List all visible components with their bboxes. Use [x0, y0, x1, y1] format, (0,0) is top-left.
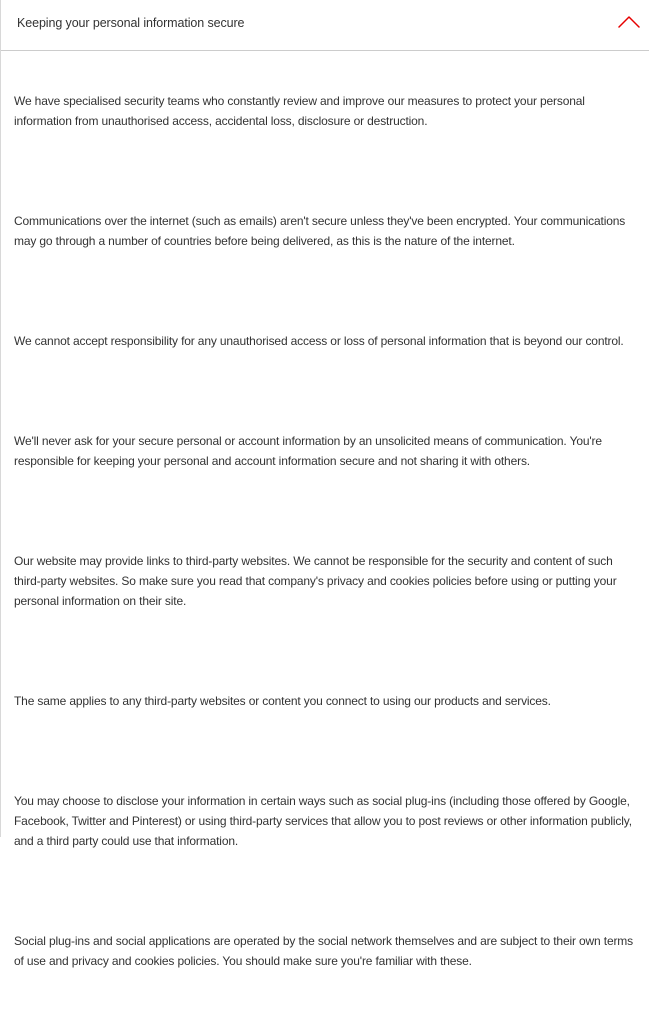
- paragraph-third-party-websites: Our website may provide links to third-party websites. We cannot be responsible for the security and content of such third-party websites. So make sure you read that company's privacy and cookies policies before using or putting your personal information on their site.: [14, 554, 617, 608]
- paragraph-responsibility: We cannot accept responsibility for any unauthorised access or loss of personal information that is beyond our control.: [14, 334, 624, 348]
- paragraph-social-applications: Social plug-ins and social applications are operated by the social network themselves and are subject to their own terms of use and privacy and cookies policies. You should make sure you're familiar with these.: [14, 934, 634, 968]
- accordion-content: [14, 51, 638, 1011]
- paragraph-unsolicited-requests: We'll never ask for your secure personal or account information by an unsolicited means of communication. You're responsible for keeping your personal and account information secure and not sharing it with others.: [14, 434, 602, 468]
- paragraph-third-party-content: The same applies to any third-party websites or content you connect to using our products and services.: [14, 694, 551, 708]
- paragraph-internet-communications: Communications over the internet (such as emails) aren't secure unless they've been encrypted. Your communications may go through a number of countries before being delivered, as this is the nature of the internet.: [14, 214, 626, 248]
- accordion-header[interactable]: [1, 0, 649, 51]
- paragraph-security-teams: We have specialised security teams who constantly review and improve our measures to protect your personal information from unauthorised access, accidental loss, disclosure or destruction.: [14, 94, 585, 128]
- chevron-up-icon[interactable]: [617, 14, 641, 30]
- accordion-title: Keeping your personal information secure: [17, 16, 245, 30]
- paragraph-social-plugins: You may choose to disclose your information in certain ways such as social plug-ins (including those offered by Google, Facebook, Twitter and Pinterest) or using third-party services that allow you to post reviews or other information publicly, and a third party could use that information.: [14, 794, 632, 848]
